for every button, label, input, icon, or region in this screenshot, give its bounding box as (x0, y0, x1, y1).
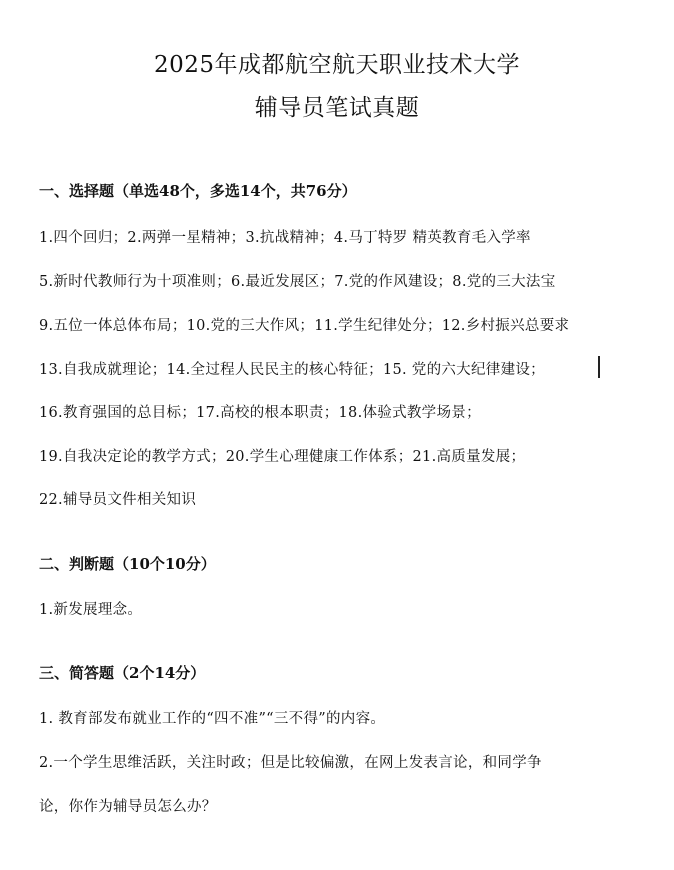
choice-topic-line: 19.自我决定论的教学方式；20.学生心理健康工作体系；21.高质量发展； (39, 449, 526, 465)
short-answer-question-line: 2.一个学生思维活跃，关注时政；但是比较偏激，在网上发表言论，和同学争 (39, 755, 542, 771)
true-false-topic-line: 1.新发展理念。 (39, 602, 143, 618)
document-subtitle: 辅导员笔试真题 (254, 95, 420, 121)
short-answer-question-line: 1. 教育部发布就业工作的“四不准”“三不得”的内容。 (39, 711, 386, 727)
choice-topic-line: 9.五位一体总体布局；10.党的三大作风；11.学生纪律处分；12.乡村振兴总要求 (39, 318, 570, 334)
choice-topic-line: 1.四个回归；2.两弹一星精神；3.抗战精神；4.马丁特罗 精英教育毛入学率 (39, 230, 531, 246)
text-cursor (598, 356, 600, 378)
section-heading-true-false: 二、判断题（10个10分） (39, 555, 216, 573)
choice-topic-line: 22.辅导员文件相关知识 (39, 492, 197, 508)
document-title: 2025年成都航空航天职业技术大学 (153, 52, 521, 78)
section-heading-short-answer: 三、简答题（2个14分） (39, 664, 206, 682)
section-heading-multiple-choice: 一、选择题（单选48个，多选14个，共76分） (39, 182, 357, 200)
short-answer-question-line: 论，你作为辅导员怎么办？ (39, 799, 217, 815)
choice-topic-line: 16.教育强国的总目标；17.高校的根本职责；18.体验式教学场景； (39, 405, 481, 421)
choice-topic-line: 13.自我成就理论；14.全过程人民民主的核心特征；15. 党的六大纪律建设； (39, 362, 545, 378)
choice-topic-line: 5.新时代教师行为十项准则；6.最近发展区；7.党的作风建设；8.党的三大法宝 (39, 274, 556, 290)
